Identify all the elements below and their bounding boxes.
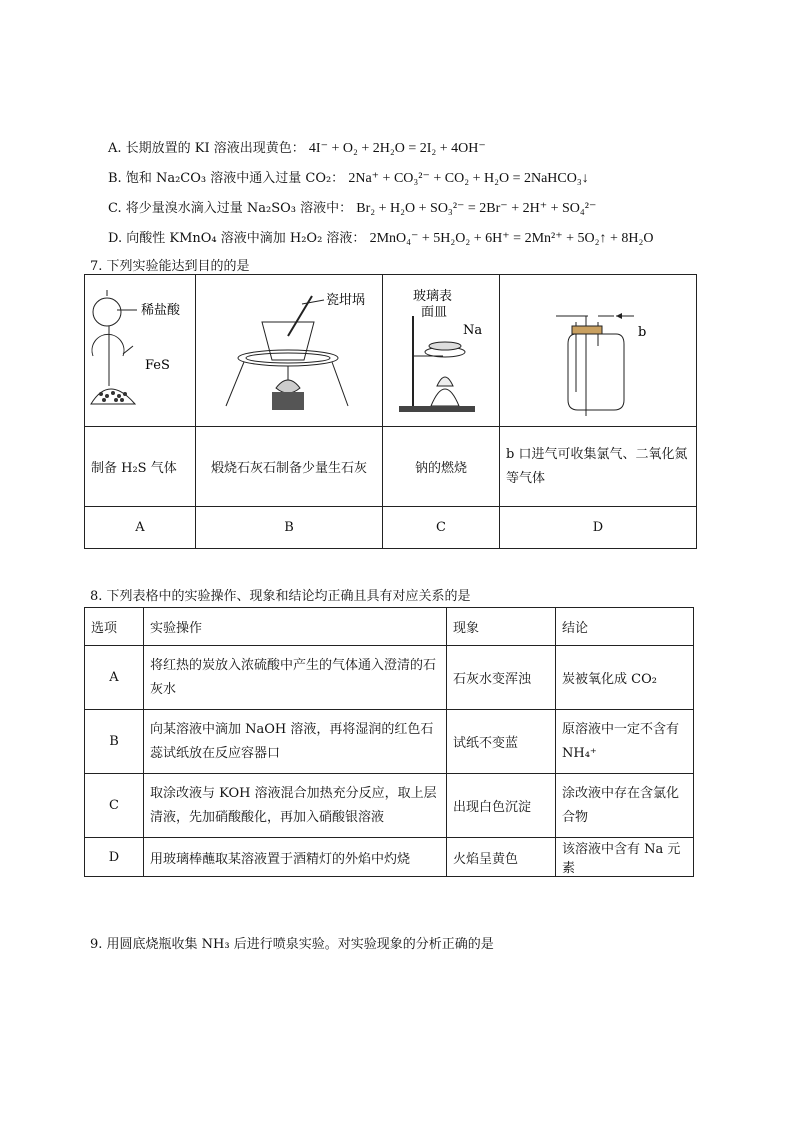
option-label: C. 将少量溴水滴入过量 Na₂SO₃ 溶液中：	[108, 201, 353, 216]
row-phenomenon: 试纸不变蓝	[447, 710, 556, 774]
letter-a: A	[85, 507, 196, 549]
row-operation: 取涂改液与 KOH 溶液混合加热充分反应，取上层清液，先加硝酸酸化，再加入硝酸银溶液	[144, 774, 447, 838]
label-watch-glass-2: 面皿	[421, 304, 448, 320]
table-row	[85, 646, 694, 710]
table-row	[85, 774, 694, 838]
row-phenomenon: 出现白色沉淀	[447, 774, 556, 838]
option-label: D. 向酸性 KMnO₄ 溶液中滴加 H₂O₂ 溶液：	[108, 231, 366, 246]
table-row	[85, 710, 694, 774]
header-conclusion: 结论	[556, 608, 694, 646]
sodium-burning-figure	[383, 276, 499, 426]
question-7-stem: 7. 下列实验能达到目的的是	[90, 259, 250, 274]
figure-a-cell	[85, 275, 196, 427]
letter-d: D	[500, 507, 697, 549]
option-label: A. 长期放置的 KI 溶液出现黄色：	[108, 141, 305, 156]
question-7-table	[84, 274, 697, 549]
header-option: 选项	[85, 608, 144, 646]
row-phenomenon: 火焰呈黄色	[447, 838, 556, 877]
question-8-table	[84, 607, 694, 877]
row-option: B	[85, 710, 144, 774]
option-6b	[108, 167, 589, 187]
figure-d-cell	[500, 275, 697, 427]
equation: 2MnO₄⁻ + 5H₂O₂ + 6H⁺ = 2Mn²⁺ + 5O₂↑ + 8H₂O	[369, 231, 654, 246]
label-b: b	[638, 324, 647, 340]
desc-b: 煅烧石灰石制备少量生石灰	[196, 427, 383, 507]
kipp-apparatus-figure	[85, 276, 195, 426]
desc-d: b 口进气可收集氯气、二氧化氮等气体	[500, 427, 697, 507]
crucible-heating-figure	[196, 276, 382, 426]
option-6c	[108, 197, 596, 217]
desc-a: 制备 H₂S 气体	[85, 427, 196, 507]
table-row	[85, 838, 694, 877]
label-hcl: 稀盐酸	[141, 302, 181, 318]
row-option: D	[85, 838, 144, 877]
header-phenomenon: 现象	[447, 608, 556, 646]
letter-b: B	[196, 507, 383, 549]
row-conclusion: 涂改液中存在含氯化合物	[556, 774, 694, 838]
question-8-stem: 8. 下列表格中的实验操作、现象和结论均正确且具有对应关系的是	[90, 589, 471, 604]
equation: Br₂ + H₂O + SO₃²⁻ = 2Br⁻ + 2H⁺ + SO₄²⁻	[356, 201, 597, 216]
row-option: C	[85, 774, 144, 838]
row-operation: 向某溶液中滴加 NaOH 溶液，再将湿润的红色石蕊试纸放在反应容器口	[144, 710, 447, 774]
question-9-stem: 9. 用圆底烧瓶收集 NH₃ 后进行喷泉实验。对实验现象的分析正确的是	[90, 937, 494, 952]
option-6d	[108, 227, 654, 247]
label-fes: FeS	[145, 357, 170, 373]
equation: 4I⁻ + O₂ + 2H₂O = 2I₂ + 4OH⁻	[308, 141, 486, 156]
row-conclusion: 该溶液中含有 Na 元素	[556, 838, 694, 877]
label-watch-glass-1: 玻璃表	[413, 288, 453, 304]
row-operation: 将红热的炭放入浓硫酸中产生的气体通入澄清的石灰水	[144, 646, 447, 710]
row-phenomenon: 石灰水变浑浊	[447, 646, 556, 710]
option-label: B. 饱和 Na₂CO₃ 溶液中通入过量 CO₂：	[108, 171, 345, 186]
option-6a	[108, 137, 486, 157]
header-operation: 实验操作	[144, 608, 447, 646]
row-conclusion: 原溶液中一定不含有 NH₄⁺	[556, 710, 694, 774]
row-option: A	[85, 646, 144, 710]
row-conclusion: 炭被氧化成 CO₂	[556, 646, 694, 710]
row-operation: 用玻璃棒蘸取某溶液置于酒精灯的外焰中灼烧	[144, 838, 447, 877]
label-na: Na	[463, 322, 483, 338]
label-crucible: 瓷坩埚	[326, 292, 366, 308]
desc-c: 钠的燃烧	[383, 427, 500, 507]
gas-washing-bottle-figure	[500, 276, 696, 426]
equation: 2Na⁺ + CO₃²⁻ + CO₂ + H₂O = 2NaHCO₃↓	[348, 171, 589, 186]
figure-b-cell	[196, 275, 383, 427]
figure-c-cell	[383, 275, 500, 427]
letter-c: C	[383, 507, 500, 549]
